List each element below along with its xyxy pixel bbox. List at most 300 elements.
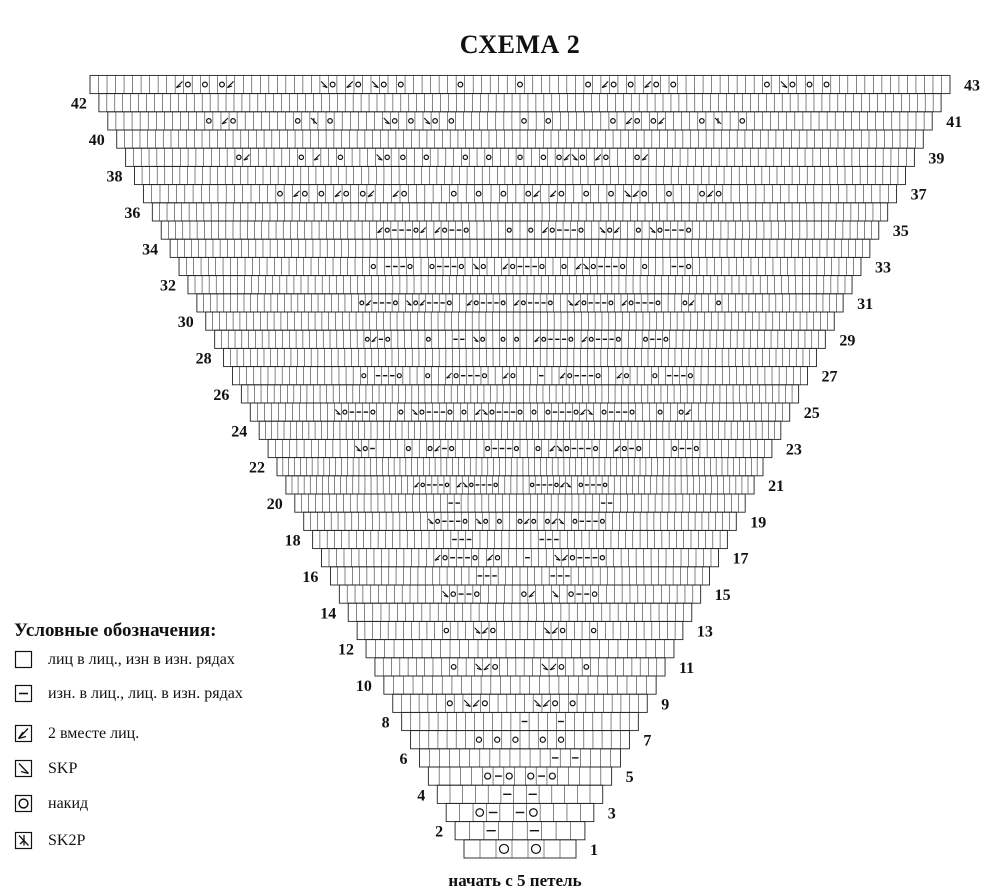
chart-symbol-yo (394, 301, 398, 305)
chart-symbol-yo (495, 737, 500, 742)
chart-row-9 (393, 694, 647, 712)
chart-symbol-yo (522, 119, 527, 124)
chart-symbol-skp (583, 264, 588, 269)
chart-symbol-k2tog (576, 264, 581, 269)
chart-symbol-sk2p (715, 118, 721, 124)
row-label-5: 5 (625, 769, 634, 787)
chart-symbol-yo (401, 155, 405, 159)
chart-symbol-yo (278, 191, 283, 196)
sk2p-icon (14, 831, 34, 851)
row-label-1: 1 (590, 841, 598, 859)
chart-symbol-yo (636, 228, 640, 232)
chart-symbol-yo (629, 301, 633, 305)
row-label-13: 13 (696, 623, 713, 641)
chart-symbol-yo (409, 119, 414, 124)
chart-symbol-yo (664, 337, 668, 341)
row-label-24: 24 (231, 423, 248, 441)
chart-symbol-k2tog (514, 300, 519, 305)
chart-symbol-yo (426, 374, 430, 378)
row-label-2: 2 (435, 823, 444, 841)
chart-symbol-yo (203, 82, 208, 87)
chart-symbol-yo (609, 301, 613, 305)
chart-symbol-yo (637, 446, 641, 450)
chart-symbol-yo (600, 519, 604, 523)
chart-symbol-yo (528, 773, 534, 779)
chart-symbol-yo (635, 119, 640, 124)
chart-symbol-yo (522, 592, 526, 596)
chart-symbol-yo (443, 228, 447, 232)
chart-symbol-k2tog (393, 191, 399, 197)
chart-symbol-k2tog (659, 118, 665, 124)
row-label-15: 15 (714, 587, 731, 605)
chart-symbol-yo (609, 191, 614, 196)
chart-symbol-yo (397, 374, 401, 378)
row-label-8: 8 (381, 714, 390, 732)
row-label-16: 16 (302, 568, 319, 586)
chart-symbol-yo (362, 374, 366, 378)
chart-symbol-yo (717, 301, 721, 305)
chart-symbol-yo (643, 264, 647, 268)
chart-symbol-yo (491, 628, 495, 632)
chart-symbol-yo (451, 665, 456, 670)
chart-symbol-skp (464, 700, 470, 706)
chart-symbol-skp (559, 519, 564, 524)
chart-symbol-skp (534, 700, 540, 706)
chart-symbol-yo (485, 773, 491, 779)
row-label-19: 19 (750, 514, 767, 532)
chart-symbol-skp (384, 118, 390, 124)
chart-symbol-k2tog (457, 483, 461, 487)
chart-symbol-yo (611, 119, 616, 124)
chart-symbol-skp (412, 410, 417, 415)
chart-symbol-yo (540, 737, 545, 742)
row-label-39: 39 (928, 150, 945, 168)
chart-symbol-k2tog (582, 337, 587, 342)
row-label-10: 10 (355, 678, 372, 696)
chart-symbol-k2tog (550, 446, 555, 451)
row-label-41: 41 (946, 113, 963, 131)
chart-symbol-yo (558, 737, 563, 742)
chart-symbol-yo (414, 228, 418, 232)
chart-symbol-skp (335, 410, 340, 415)
chart-symbol-yo (635, 155, 639, 159)
chart-symbol-k2tog (642, 154, 648, 160)
chart-symbol-k2tog (550, 664, 556, 670)
row-label-25: 25 (803, 405, 820, 423)
chart-symbol-yo (654, 82, 659, 87)
chart-symbol-skp (600, 228, 605, 233)
chart-symbol-yo (824, 82, 829, 87)
row-label-34: 34 (142, 241, 159, 259)
chart-symbol-yo (656, 301, 660, 305)
chart-title: СХЕМА 2 (459, 30, 581, 59)
chart-symbol-skp (566, 483, 570, 487)
chart-symbol-yo (765, 82, 770, 87)
chart-symbol-skp (482, 410, 487, 415)
chart-row-11 (375, 658, 665, 676)
chart-row-1 (464, 840, 576, 858)
chart-symbol-yo (330, 82, 335, 87)
chart-symbol-skp (473, 337, 478, 342)
chart-symbol-yo (470, 483, 473, 486)
chart-symbol-skp (443, 591, 449, 597)
chart-symbol-yo (406, 446, 410, 450)
chart-symbol-yo (360, 301, 364, 305)
legend-item-skp (14, 757, 77, 781)
chart-symbol-k2tog (534, 191, 540, 197)
chart-symbol-yo (463, 155, 467, 159)
row-label-28: 28 (195, 350, 212, 368)
chart-symbol-yo (482, 701, 487, 706)
chart-symbol-yo (381, 82, 386, 87)
chart-symbol-yo (658, 228, 662, 232)
chart-symbol-yo (476, 737, 481, 742)
chart-row-22 (277, 458, 763, 476)
legend-label: лиц в лиц., изн в изн. рядах (48, 651, 235, 668)
row-label-6: 6 (399, 750, 408, 768)
chart-symbol-yo (430, 264, 434, 268)
chart-symbol-yo (501, 191, 506, 196)
chart-symbol-k2tog (602, 81, 608, 87)
chart-symbol-yo (445, 483, 448, 486)
chart-symbol-yo (573, 519, 577, 523)
chart-symbol-yo (328, 119, 333, 124)
chart-symbol-yo (594, 446, 598, 450)
chart-symbol-yo (463, 519, 467, 523)
chart-symbol-yo (591, 264, 595, 268)
chart-symbol-skp (542, 664, 548, 670)
legend-label: SKP (48, 760, 78, 777)
chart-symbol-yo (302, 191, 307, 196)
chart-symbol-yo (462, 410, 466, 414)
chart-symbol-yo (344, 191, 349, 196)
chart-symbol-yo (356, 82, 361, 87)
chart-symbol-yo (625, 374, 629, 378)
chart-symbol-yo (433, 119, 438, 124)
chart-symbol-yo (507, 228, 511, 232)
chart-symbol-yo (687, 228, 691, 232)
chart-symbol-yo (642, 191, 647, 196)
chart-symbol-yo (532, 519, 536, 523)
chart-symbol-yo (518, 82, 523, 87)
chart-symbol-yo (458, 82, 463, 87)
chart-symbol-yo (514, 446, 518, 450)
row-label-14: 14 (320, 605, 337, 623)
chart-symbol-k2tog (503, 373, 508, 378)
chart-symbol-yo (530, 809, 538, 817)
chart-symbol-yo (450, 446, 454, 450)
chart-symbol-yo (447, 301, 451, 305)
chart-symbol-k2tog (347, 81, 353, 87)
chart-symbol-yo (584, 191, 589, 196)
chart-symbol-yo (529, 228, 533, 232)
chart-symbol-yo (555, 483, 558, 486)
chart-symbol-yo (518, 410, 522, 414)
chart-symbol-skp (650, 228, 655, 233)
chart-symbol-k2tog (467, 300, 472, 305)
chart-symbol-yo (562, 264, 566, 268)
chart-symbol-yo (464, 228, 468, 232)
skp-icon (14, 759, 34, 779)
chart-symbol-k2tog (645, 81, 651, 87)
chart-symbol-k2tog (686, 410, 691, 415)
chart-symbol-skp (424, 118, 430, 124)
chart-symbol-k2tog (562, 555, 567, 560)
chart-row-17 (322, 549, 719, 567)
chart-row-39 (126, 148, 915, 166)
chart-symbol-k2tog (335, 191, 341, 197)
chart-symbol-skp (355, 446, 360, 451)
row-label-29: 29 (839, 332, 856, 350)
row-label-7: 7 (643, 732, 652, 750)
legend-item-k2tog (14, 722, 139, 746)
chart-symbol-k2tog (487, 555, 492, 560)
chart-symbol-k2tog (552, 519, 557, 524)
start-note: начать с 5 петель (448, 871, 582, 890)
chart-symbol-yo (481, 264, 485, 268)
chart-symbol-yo (569, 337, 573, 341)
chart-symbol-yo (414, 301, 418, 305)
chart-symbol-yo (559, 665, 564, 670)
chart-symbol-yo (506, 773, 512, 779)
chart-symbol-yo (363, 446, 367, 450)
chart-symbol-yo (559, 191, 564, 196)
chart-symbol-k2tog (435, 228, 440, 233)
chart-symbol-k2tog (435, 555, 440, 560)
row-label-32: 32 (159, 277, 176, 295)
legend-heading: Условные обозначения: (14, 620, 217, 641)
chart-symbol-yo (589, 337, 593, 341)
chart-symbol-skp (572, 154, 578, 160)
chart-symbol-yo (546, 410, 550, 414)
chart-symbol-yo (421, 483, 424, 486)
chart-symbol-k2tog (560, 483, 564, 487)
chart-symbol-yo (501, 337, 505, 341)
chart-symbol-yo (493, 665, 498, 670)
chart-symbol-yo (628, 82, 633, 87)
chart-symbol-k2tog (435, 446, 440, 451)
chart-symbol-k2tog (543, 700, 549, 706)
chart-symbol-yo (653, 374, 657, 378)
row-label-33: 33 (874, 259, 891, 277)
row-label-23: 23 (785, 441, 802, 459)
chart-symbol-yo (565, 446, 569, 450)
chart-symbol-yo (447, 701, 452, 706)
chart-symbol-k2tog (473, 700, 479, 706)
chart-symbol-yo (497, 519, 501, 523)
chart-symbol-yo (220, 82, 225, 87)
chart-symbol-yo (658, 410, 662, 414)
chart-symbol-yo (592, 628, 596, 632)
chart-symbol-k2tog (372, 337, 377, 342)
row-label-43: 43 (964, 77, 980, 95)
row-label-30: 30 (177, 314, 194, 332)
chart-symbol-skp (476, 664, 482, 670)
chart-symbol-yo (365, 337, 369, 341)
empty-square-icon (14, 650, 34, 670)
row-label-18: 18 (284, 532, 301, 550)
chart-symbol-yo (299, 155, 303, 159)
chart-symbol-yo (483, 374, 487, 378)
chart-symbol-k2tog (222, 118, 228, 124)
chart-symbol-k2tog (535, 337, 540, 342)
legend-item-sk2p (14, 829, 85, 853)
chart-symbol-yo (622, 446, 626, 450)
k2tog-icon (14, 724, 34, 744)
chart-row-12 (366, 640, 674, 658)
chart-symbol-k2tog (482, 628, 488, 634)
chart-symbol-k2tog (575, 300, 580, 305)
row-label-21: 21 (768, 477, 785, 495)
chart-symbol-k2tog (244, 154, 250, 160)
row-label-42: 42 (70, 95, 87, 113)
chart-symbol-yo (694, 446, 698, 450)
chart-symbol-yo (586, 82, 591, 87)
chart-symbol-k2tog (176, 81, 182, 87)
chart-symbol-k2tog (368, 191, 374, 197)
chart-symbol-yo (484, 519, 488, 523)
chart-symbol-yo (569, 592, 573, 596)
chart-grid (90, 75, 950, 858)
chart-symbol-skp (588, 410, 593, 415)
chart-symbol-yo (548, 301, 552, 305)
chart-symbol-yo (532, 844, 541, 853)
chart-symbol-skp (377, 154, 383, 160)
chart-symbol-yo (474, 301, 478, 305)
chart-symbol-yo (386, 337, 390, 341)
chart-symbol-skp (321, 81, 327, 87)
chart-row-37 (143, 185, 896, 203)
chart-symbol-skp (553, 591, 559, 597)
chart-symbol-yo (444, 628, 448, 632)
legend-label: SK2P (48, 832, 86, 849)
chart-symbol-skp (568, 300, 573, 305)
chart-symbol-skp (473, 264, 478, 269)
chart-symbol-yo (476, 809, 484, 817)
chart-symbol-k2tog (552, 628, 558, 634)
chart-symbol-k2tog (617, 373, 622, 378)
chart-symbol-k2tog (543, 228, 548, 233)
chart-symbol-yo (671, 82, 676, 87)
row-label-36: 36 (124, 204, 141, 222)
chart-symbol-k2tog (366, 300, 371, 305)
chart-symbol-k2tog (503, 264, 508, 269)
chart-symbol-yo (608, 228, 612, 232)
chart-symbol-yo (688, 374, 692, 378)
chart-symbol-yo (495, 556, 499, 560)
chart-symbol-k2tog (622, 300, 627, 305)
chart-symbol-yo (790, 82, 795, 87)
row-label-3: 3 (607, 805, 616, 823)
chart-symbol-yo (532, 410, 536, 414)
chart-symbol-yo (427, 337, 431, 341)
chart-symbol-k2tog (595, 154, 601, 160)
legend-item-purl (14, 682, 243, 706)
chart-symbol-yo (557, 155, 561, 159)
chart-symbol-skp (372, 81, 378, 87)
chart-symbol-k2tog (626, 118, 632, 124)
row-label-17: 17 (732, 550, 749, 568)
chart-symbol-yo (385, 228, 389, 232)
row-labels (71, 78, 980, 859)
row-label-22: 22 (249, 459, 265, 477)
chart-symbol-yo (343, 410, 347, 414)
chart-symbol-sk2p (311, 118, 317, 124)
chart-symbol-yo (451, 592, 455, 596)
chart-symbol-k2tog (484, 664, 490, 670)
chart-symbol-yo (515, 337, 519, 341)
chart-symbol-yo (500, 844, 509, 853)
chart-row-21 (286, 476, 754, 494)
chart-symbol-k2tog (689, 300, 694, 305)
chart-symbol-yo (513, 737, 518, 742)
chart-symbol-yo (295, 119, 300, 124)
chart-row-2 (455, 822, 585, 840)
chart-symbol-k2tog (564, 154, 570, 160)
chart-row-5 (428, 767, 611, 785)
row-label-4: 4 (417, 787, 426, 805)
chart-symbol-k2tog (294, 191, 300, 197)
row-label-37: 37 (910, 186, 927, 204)
chart-symbol-yo (570, 556, 574, 560)
chart-symbol-yo (501, 301, 505, 305)
chart-symbol-yo (207, 119, 212, 124)
chart-symbol-skp (555, 555, 560, 560)
chart-symbol-yo (530, 483, 533, 486)
chart-symbol-yo (408, 264, 412, 268)
chart-row-25 (250, 403, 789, 421)
chart-symbol-yo (546, 519, 550, 523)
legend-label: изн. в лиц., лиц. в изн. рядах (48, 685, 243, 702)
chart-symbol-yo (621, 264, 625, 268)
chart-symbol-yo (518, 155, 522, 159)
chart-symbol-yo (237, 155, 241, 159)
chart-symbol-yo (541, 155, 545, 159)
chart-symbol-yo (428, 446, 432, 450)
chart-symbol-yo (687, 264, 691, 268)
chart-symbol-yo (602, 410, 606, 414)
chart-symbol-yo (443, 556, 447, 560)
chart-symbol-yo (570, 701, 575, 706)
chart-symbol-skp (557, 446, 562, 451)
chart-symbol-yo (486, 446, 490, 450)
chart-symbol-yo (511, 374, 515, 378)
chart-symbol-skp (625, 191, 631, 197)
legend-label: накид (48, 795, 89, 812)
chart-symbol-yo (402, 191, 407, 196)
chart-symbol-yo (667, 191, 672, 196)
chart-symbol-yo (536, 446, 540, 450)
chart-symbol-k2tog (314, 154, 320, 160)
chart-symbol-k2tog (446, 373, 451, 378)
chart-symbol-k2tog (529, 591, 535, 597)
chart-symbol-k2tog (421, 228, 426, 233)
chart-symbol-yo (360, 191, 365, 196)
row-label-9: 9 (661, 696, 670, 714)
chart-symbol-yo (683, 301, 687, 305)
chart-symbol-k2tog (707, 191, 713, 197)
chart-symbol-skp (463, 483, 467, 487)
chart-symbol-yo (319, 191, 324, 196)
chart-row-18 (313, 530, 728, 548)
chart-symbol-yo (231, 119, 236, 124)
chart-symbol-yo (644, 337, 648, 341)
chart-symbol-yo (518, 519, 522, 523)
chart-symbol-yo (494, 483, 497, 486)
chart-row-4 (437, 785, 602, 803)
legend-item-yo (14, 792, 88, 816)
purl-dash-icon (14, 684, 34, 704)
